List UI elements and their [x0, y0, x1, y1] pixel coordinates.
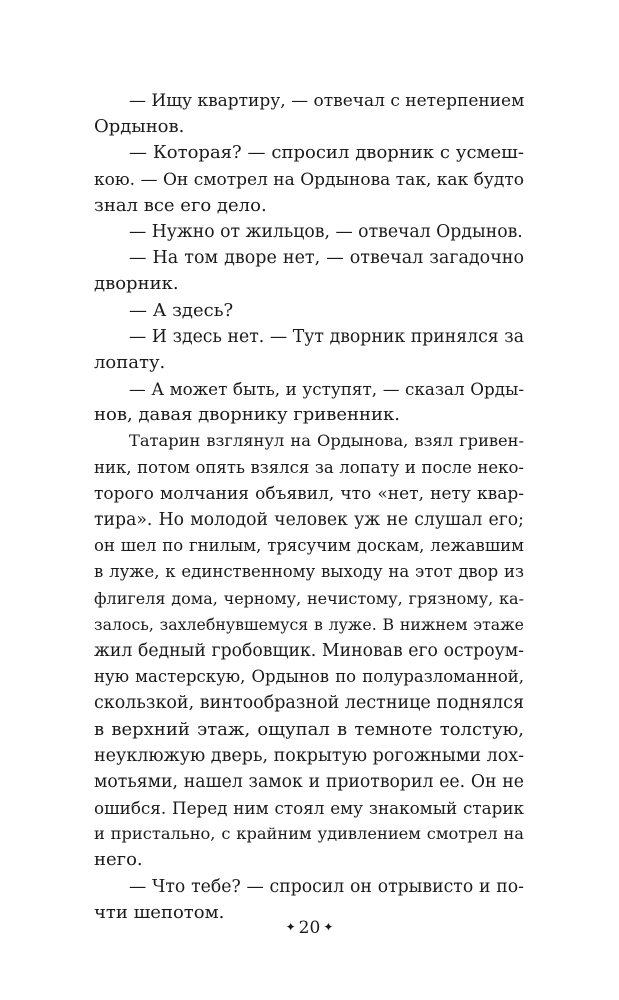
- text-line: скользкой, винтообразной лестнице поднялся: [94, 693, 524, 714]
- text-line: — А может быть, и уступят, — сказал Орды-: [129, 379, 524, 400]
- text-line: — Нужно от жильцов, — отвечал Ордынов.: [129, 221, 523, 242]
- text-line: знал все его дело.: [94, 194, 267, 216]
- text-line: — Ищу квартиру, — отвечал с нетерпением: [129, 91, 524, 111]
- body-text: [94, 88, 524, 926]
- text-line: флигеля дома, черному, нечистому, грязному, ка-: [94, 588, 524, 608]
- text-line: тира». Но молодой человек уж не слушал его;: [94, 510, 524, 530]
- text-line: неуклюжую дверь, покрытую рогожными лох-: [94, 745, 524, 766]
- text-line: — Что тебе? — спросил он отрывисто и по-: [129, 876, 524, 897]
- ornament-left-icon: ✦: [285, 920, 296, 934]
- text-line: чти шепотом.: [94, 901, 225, 923]
- text-line: в луже, к единственному выходу на этот двор из: [94, 562, 524, 582]
- text-line: ошибся. Перед ним стоял ему знакомый старик: [94, 798, 524, 819]
- text-line: и пристально, с крайним удивлением смотрел на: [94, 824, 524, 844]
- page-number: 20: [298, 918, 321, 938]
- text-line: Ордынов.: [94, 116, 185, 138]
- ornament-right-icon: ✦: [323, 920, 334, 934]
- text-line: — Которая? — спросил дворник с усмеш-: [129, 142, 524, 164]
- text-line: залось, захлебнувшемуся в луже. В нижнем этаже: [94, 614, 524, 634]
- text-line: Татарин взглянул на Ордынова, взял гривен-: [129, 431, 524, 451]
- text-line: — И здесь нет. — Тут дворник принялся за: [129, 326, 524, 347]
- text-line: жил бедный гробовщик. Миновав его остроум-: [94, 640, 524, 661]
- text-line: нов, давая дворнику гривенник.: [94, 404, 400, 426]
- text-line: кою. — Он смотрел на Ордынова так, как будто: [94, 169, 524, 190]
- text-line: — А здесь?: [129, 299, 234, 321]
- text-line: в верхний этаж, ощупал в темноте толстую,: [94, 718, 524, 740]
- text-line: него.: [94, 849, 143, 871]
- text-line: ную мастерскую, Ордынов по полуразломанной,: [94, 667, 524, 687]
- text-line: лопату.: [94, 351, 166, 373]
- page-number-footer: [0, 918, 619, 938]
- text-line: торого молчания объявил, что «нет, нету квар-: [94, 483, 524, 504]
- text-line: мотьями, нашел замок и приотворил ее. Он не: [94, 771, 524, 792]
- text-line: ник, потом опять взялся за лопату и после неко-: [94, 457, 524, 477]
- text-line: — На том дворе нет, — отвечал загадочно: [129, 248, 524, 269]
- text-line: он шел по гнилым, трясучим доскам, лежавшим: [94, 536, 524, 556]
- text-line: дворник.: [94, 273, 179, 295]
